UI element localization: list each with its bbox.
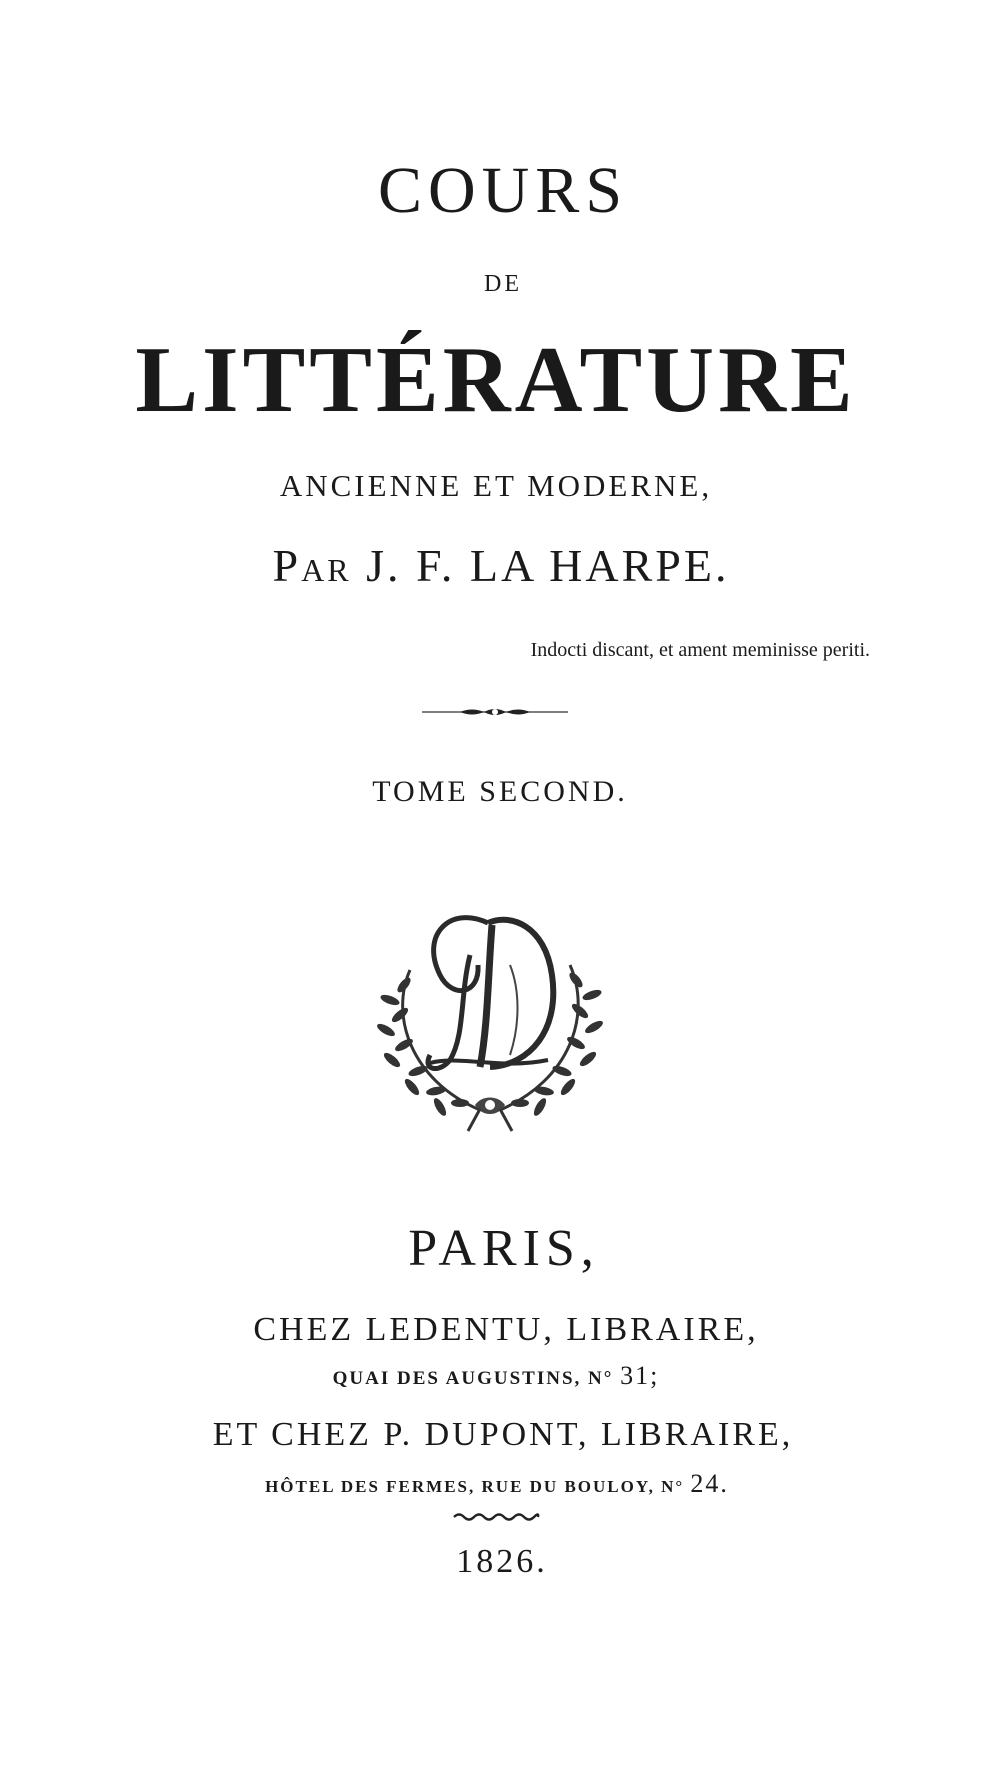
title-subtitle: ANCIENNE ET MODERNE, (279, 468, 713, 503)
publisher-1: CHEZ LEDENTU, LIBRAIRE, (253, 1311, 759, 1348)
volume-label: TOME SECOND. (372, 775, 628, 808)
address-2 (0, 1471, 997, 1497)
author-name: J. F. LA HARPE. (366, 540, 730, 591)
address-1-text: QUAI DES AUGUSTINS, N° (332, 1368, 614, 1389)
laurel-wreath-monogram-icon (370, 895, 610, 1140)
wavy-rule-icon (452, 1511, 540, 1523)
address-1-number: 31; (620, 1361, 660, 1390)
publication-year: 1826. (456, 1543, 548, 1580)
ornamental-rule-icon (420, 704, 570, 720)
title-cours: COURS (377, 154, 629, 227)
address-2-number: 24. (690, 1469, 729, 1498)
author-par-rest: AR (301, 552, 352, 588)
title-de: DE (484, 271, 522, 297)
epigraph: Indocti discant, et ament meminisse periti. (530, 639, 870, 661)
author-par-initial: P (272, 540, 302, 591)
publisher-2: ET CHEZ P. DUPONT, LIBRAIRE, (212, 1416, 794, 1453)
author-line (1, 540, 1000, 591)
address-2-text: HÔTEL DES FERMES, RUE DU BOULOY, N° (265, 1477, 685, 1496)
address-1 (0, 1363, 996, 1389)
imprint-city: PARIS, (408, 1220, 600, 1277)
title-litterature: LITTÉRATURE (135, 328, 857, 432)
